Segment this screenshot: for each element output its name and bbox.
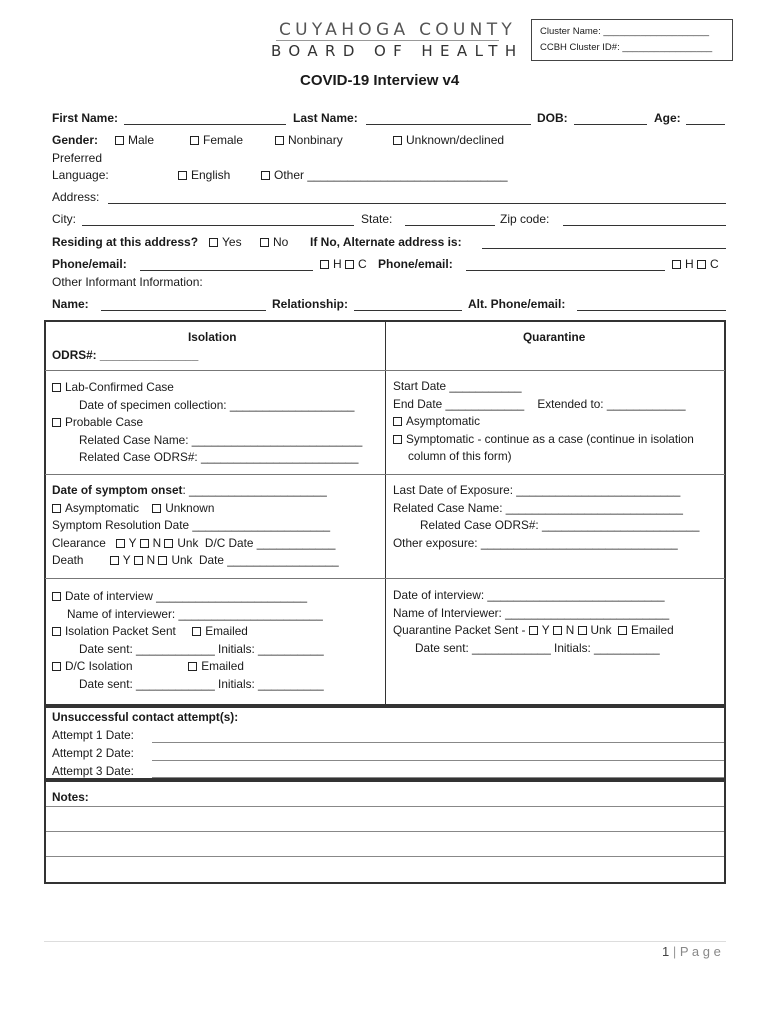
gender-label: Gender:	[52, 133, 99, 147]
notes-heading: Notes:	[52, 790, 89, 804]
gender-male-option[interactable]: Male	[115, 133, 154, 147]
phone-email-field-2[interactable]	[466, 259, 665, 271]
gender-nonbinary-option[interactable]: Nonbinary	[275, 133, 343, 147]
q-interview-date[interactable]: Date of interview: ___________________________	[393, 588, 665, 602]
checkbox[interactable]	[52, 592, 61, 601]
checkbox[interactable]	[275, 136, 284, 145]
end-date[interactable]: End Date ____________ Extended to: ____________	[393, 396, 686, 411]
row-divider	[45, 370, 725, 371]
phone-type-2[interactable]: H C	[672, 257, 719, 271]
phone-email-label: Phone/email:	[52, 257, 127, 271]
clearance-row[interactable]: Clearance Y N Unk D/C Date ____________	[52, 535, 336, 550]
language-english-option[interactable]: English	[178, 168, 230, 182]
symptomatic-note: column of this form)	[408, 449, 512, 463]
checkbox[interactable]	[260, 238, 269, 247]
checkbox[interactable]	[52, 627, 61, 636]
last-exposure[interactable]: Last Date of Exposure: _________________________	[393, 483, 681, 497]
alt-address-label: If No, Alternate address is:	[310, 235, 462, 249]
related-case-name[interactable]: Related Case Name: __________________________	[79, 432, 363, 447]
column-divider	[385, 320, 386, 706]
isolation-heading: Isolation	[188, 330, 237, 344]
quarantine-heading: Quarantine	[523, 330, 586, 344]
home-checkbox[interactable]	[672, 260, 681, 269]
symptom-onset[interactable]: Date of symptom onset: _____________________	[52, 483, 327, 497]
death-row[interactable]: Death Y N Unk Date _________________	[52, 553, 339, 567]
checkbox[interactable]	[52, 418, 61, 427]
row-divider	[45, 474, 725, 475]
last-name-field[interactable]	[366, 113, 531, 125]
alt-address-field[interactable]	[482, 237, 726, 249]
attempt-3-label: Attempt 3 Date:	[52, 764, 134, 778]
dob-label: DOB:	[537, 111, 568, 125]
logo-line-1: CUYAHOGA COUNTY	[279, 20, 517, 40]
zip-label: Zip code:	[500, 212, 550, 226]
interviewer-name[interactable]: Name of interviewer: ______________________	[67, 606, 323, 621]
checkbox[interactable]	[190, 136, 199, 145]
quarantine-interview	[393, 587, 674, 657]
checkbox[interactable]	[52, 662, 61, 671]
logo-line-2: BOARD OF HEALTH	[271, 42, 524, 60]
logo-divider	[276, 40, 499, 41]
residing-no-option[interactable]: No	[260, 235, 288, 249]
cell-checkbox[interactable]	[697, 260, 706, 269]
q-related-case-odrs[interactable]: Related Case ODRS#: ________________________	[420, 518, 700, 532]
checkbox[interactable]	[115, 136, 124, 145]
isolation-case-type	[52, 379, 362, 467]
notes-box[interactable]	[44, 780, 726, 884]
symptomatic-option[interactable]: Symptomatic - continue as a case (continue in isolation	[393, 431, 694, 449]
symptom-resolution[interactable]: Symptom Resolution Date _____________________	[52, 518, 331, 532]
residing-yes-option[interactable]: Yes	[209, 235, 242, 249]
row-divider	[45, 578, 725, 579]
other-informant-label: Other Informant Information:	[52, 275, 203, 289]
checkbox[interactable]	[393, 417, 402, 426]
age-label: Age:	[654, 111, 681, 125]
relationship-field[interactable]	[354, 299, 462, 311]
quarantine-packet[interactable]: Quarantine Packet Sent - Y N Unk Emailed	[393, 623, 674, 637]
checkbox[interactable]	[178, 171, 187, 180]
informant-name-label: Name:	[52, 297, 89, 311]
gender-female-option[interactable]: Female	[190, 133, 243, 147]
attempt-1-label: Attempt 1 Date:	[52, 728, 134, 742]
footer-divider	[44, 941, 726, 942]
checkbox[interactable]	[158, 556, 167, 565]
address-label: Address:	[52, 190, 100, 204]
packet-date-sent[interactable]: Date sent: ____________ Initials: __________	[79, 641, 324, 656]
other-exposure[interactable]: Other exposure: ______________________________	[393, 535, 678, 550]
checkbox[interactable]	[164, 539, 173, 548]
attempt-1-field[interactable]	[152, 742, 724, 743]
city-field[interactable]	[82, 214, 354, 226]
home-checkbox[interactable]	[320, 260, 329, 269]
related-case-odrs[interactable]: Related Case ODRS#: ________________________	[79, 450, 359, 464]
first-name-label: First Name:	[52, 111, 119, 125]
checkbox[interactable]	[116, 539, 125, 548]
lab-confirmed-option[interactable]: Lab-Confirmed Case	[52, 379, 362, 397]
preferred-label: Preferred	[52, 151, 103, 165]
attempt-2-label: Attempt 2 Date:	[52, 746, 134, 760]
interview-date[interactable]: Date of interview _______________________	[52, 588, 324, 606]
cluster-id[interactable]: CCBH Cluster ID#: _________________	[540, 42, 713, 53]
checkbox[interactable]	[209, 238, 218, 247]
checkbox[interactable]	[618, 626, 627, 635]
age-field[interactable]	[686, 113, 725, 125]
gender-unknown-option[interactable]: Unknown/declined	[393, 133, 504, 147]
alt-phone-field[interactable]	[577, 299, 726, 311]
notes-line	[46, 831, 724, 832]
state-field[interactable]	[405, 214, 495, 226]
phone-email-field[interactable]	[140, 259, 313, 271]
phone-type-1[interactable]: H C	[320, 257, 367, 271]
checkbox[interactable]	[188, 662, 197, 671]
first-name-field[interactable]	[124, 113, 286, 125]
state-label: State:	[361, 212, 393, 226]
zip-field[interactable]	[563, 214, 726, 226]
checkbox[interactable]	[110, 556, 119, 565]
attempt-2-field[interactable]	[152, 760, 724, 761]
city-label: City:	[52, 212, 76, 226]
attempt-3-field[interactable]	[152, 777, 724, 778]
quarantine-dates	[393, 378, 694, 466]
probable-option[interactable]: Probable Case	[52, 414, 362, 432]
checkbox[interactable]	[393, 435, 402, 444]
form-title: COVID-19 Interview v4	[300, 72, 460, 89]
checkbox[interactable]	[529, 626, 538, 635]
isolation-odrs[interactable]: ODRS#: _______________	[52, 348, 199, 362]
language-label: Language:	[52, 168, 109, 182]
q-related-case-name[interactable]: Related Case Name: ___________________________	[393, 500, 683, 515]
notes-line	[46, 856, 724, 857]
checkbox[interactable]	[52, 504, 61, 513]
alt-phone-label: Alt. Phone/email:	[468, 297, 566, 311]
isolation-interview	[52, 588, 324, 693]
page-number: 1 | P a g e	[662, 944, 721, 959]
contact-heading: Unsuccessful contact attempt(s):	[52, 710, 239, 724]
checkbox[interactable]	[192, 627, 201, 636]
checkbox[interactable]	[261, 171, 270, 180]
notes-line	[46, 806, 724, 807]
symptom-status[interactable]: Asymptomatic Unknown	[52, 500, 339, 518]
checkbox[interactable]	[134, 556, 143, 565]
q-interviewer-name[interactable]: Name of Interviewer: _________________________	[393, 605, 670, 620]
language-other-option[interactable]: Other ______________________________	[261, 168, 508, 182]
dob-field[interactable]	[574, 113, 647, 125]
specimen-date[interactable]: Date of specimen collection: ___________________	[79, 397, 355, 412]
relationship-label: Relationship:	[272, 297, 349, 311]
dc-date-sent[interactable]: Date sent: ____________ Initials: __________	[79, 676, 324, 691]
informant-name-field[interactable]	[101, 299, 266, 311]
isolation-packet[interactable]: Isolation Packet Sent Emailed	[52, 623, 324, 641]
checkbox[interactable]	[393, 136, 402, 145]
quarantine-exposure	[393, 482, 699, 552]
checkbox[interactable]	[553, 626, 562, 635]
cluster-name[interactable]: Cluster Name: ____________________	[540, 26, 710, 37]
phone-email-label-2: Phone/email:	[378, 257, 453, 271]
asymptomatic-option[interactable]: Asymptomatic	[393, 413, 694, 431]
dc-isolation[interactable]: D/C Isolation Emailed	[52, 658, 324, 676]
checkbox[interactable]	[140, 539, 149, 548]
start-date[interactable]: Start Date ___________	[393, 379, 522, 393]
q-date-sent[interactable]: Date sent: ____________ Initials: __________	[415, 640, 660, 655]
address-field[interactable]	[108, 192, 726, 204]
checkbox[interactable]	[52, 383, 61, 392]
last-name-label: Last Name:	[293, 111, 358, 125]
checkbox[interactable]	[152, 504, 161, 513]
isolation-symptoms	[52, 482, 339, 570]
residing-label: Residing at this address?	[52, 235, 199, 249]
checkbox[interactable]	[578, 626, 587, 635]
cell-checkbox[interactable]	[345, 260, 354, 269]
cluster-box	[531, 19, 733, 61]
